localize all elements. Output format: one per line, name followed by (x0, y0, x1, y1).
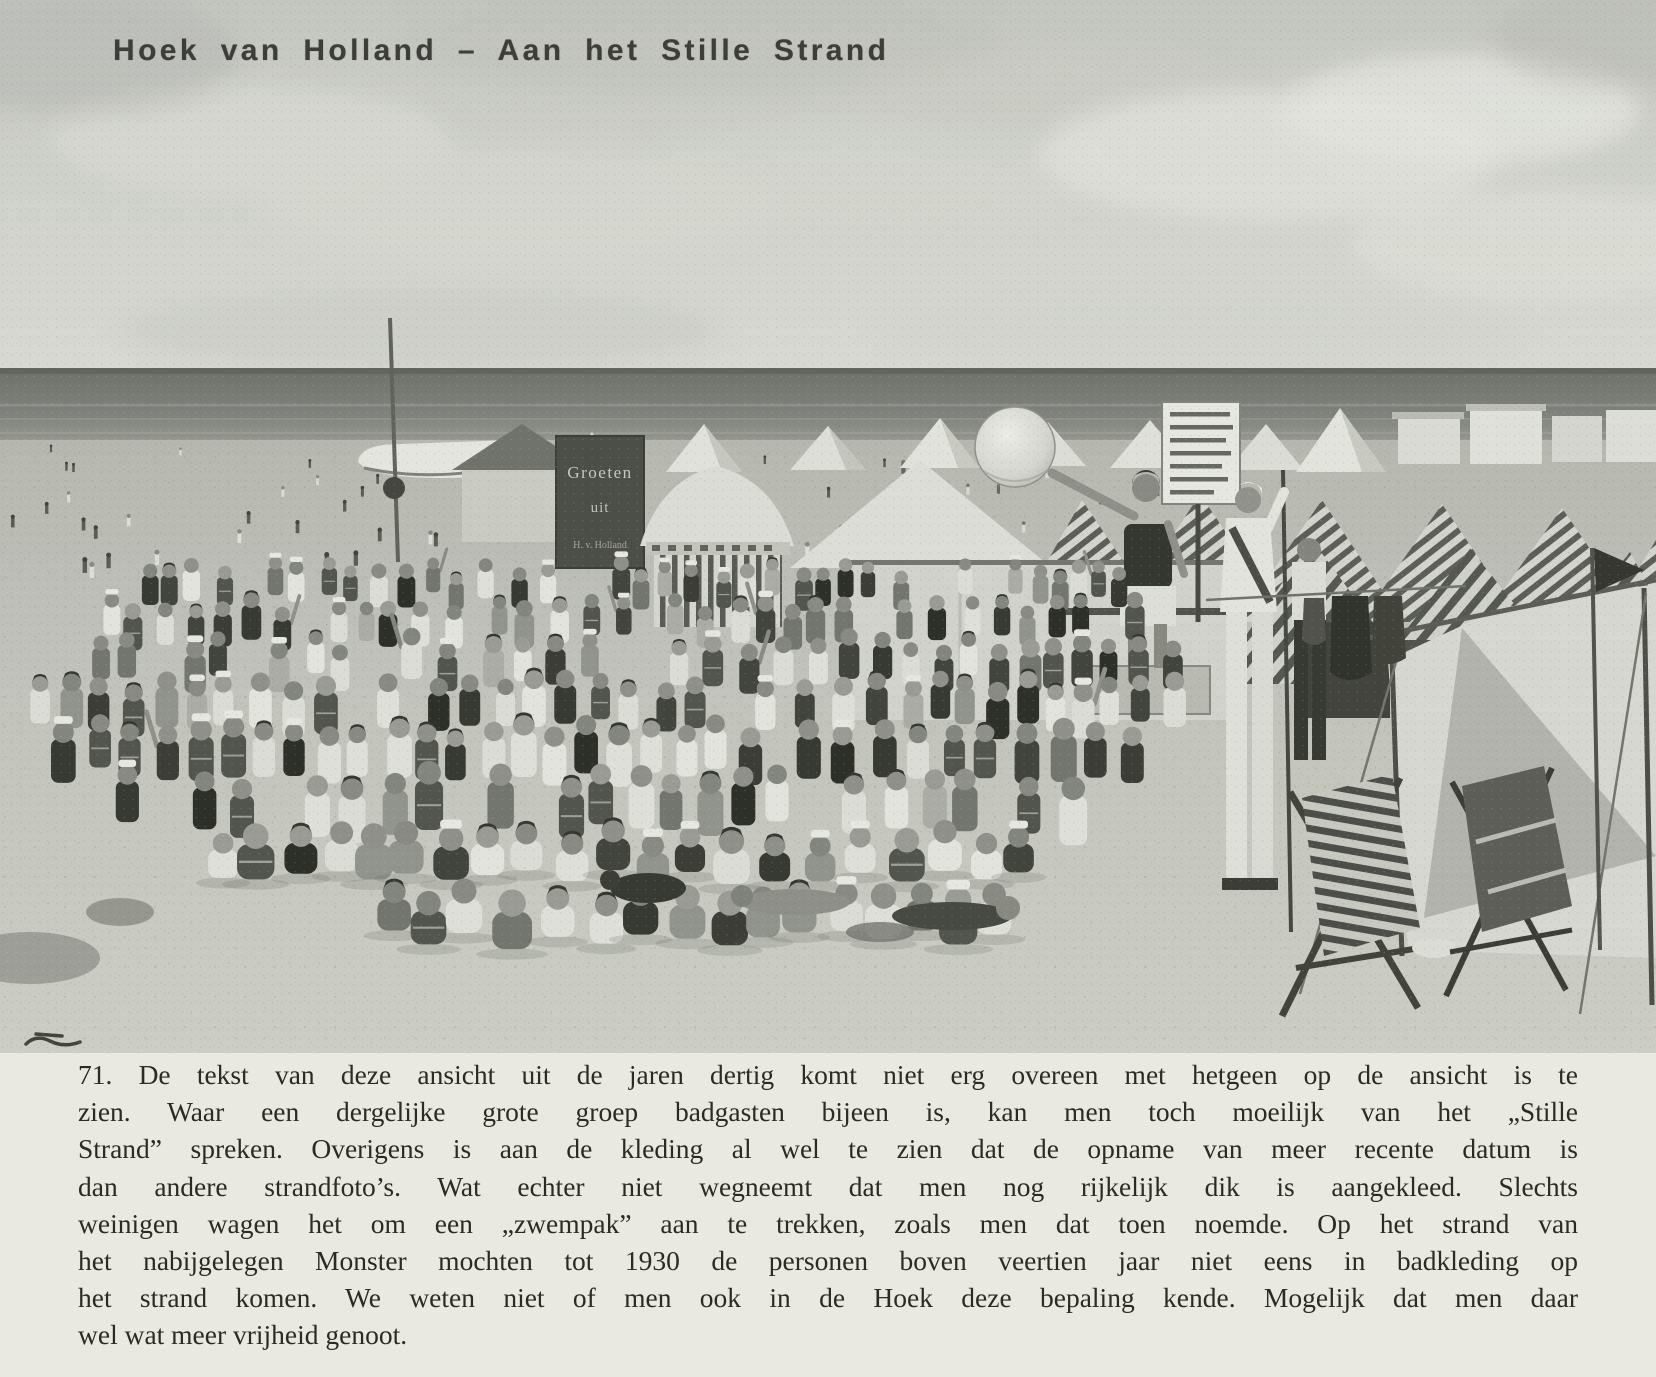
caption-line: weinigen wagen het om een „zwempak” aan te trekken, zoals men dat toen noemde. Op het strand van (78, 1207, 1578, 1239)
caption-line: zien. Waar een dergelijke grote groep badgasten bijeen is, kan men toch moeilijk van het „Stille (78, 1096, 1578, 1128)
caption-line: het strand komen. We weten niet of men ook in de Hoek deze bepaling kende. Mogelijk dat men daar (78, 1282, 1578, 1314)
caption-line: 71. De tekst van deze ansicht uit de jaren dertig komt niet erg overeen met hetgeen op de ansicht is te (78, 1059, 1578, 1090)
postcard-title: Hoek van Holland – Aan het Stille Strand (113, 34, 890, 67)
caption-line: het nabijgelegen Monster mochten tot 1930 de personen boven veertien jaar niet eens in badkleding op (78, 1245, 1578, 1277)
caption-line: wel wat meer vrijheid genoot. (78, 1319, 408, 1351)
caption-line: dan andere strandfoto’s. Wat echter niet wegneemt dat men nog rijkelijk dik is aangekleed. Slechts (78, 1170, 1578, 1202)
caption-paragraph (78, 1056, 1578, 1354)
caption-line: Strand” spreken. Overigens is aan de kleding al wel te zien dat de opname van meer recente datum is (78, 1133, 1578, 1165)
